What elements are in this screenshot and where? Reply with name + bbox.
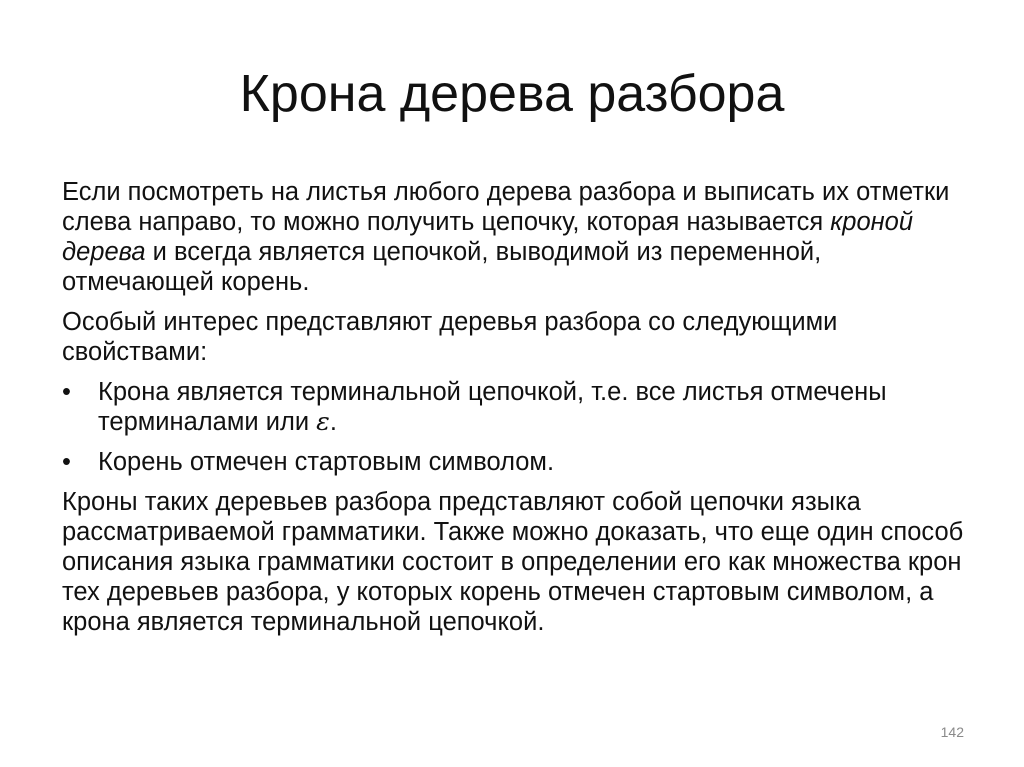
epsilon-symbol: ε (316, 407, 330, 437)
page-number: 142 (940, 724, 964, 740)
paragraph-definition-text-2: и всегда является цепочкой, выводимой из переменной, отмечающей корень. (62, 238, 822, 296)
list-item-text-1: Крона является терминальной цепочкой, т.е. все листья отмечены терминалами или (98, 378, 887, 436)
slide-title: Крона дерева разбора (239, 65, 785, 123)
list-item (62, 447, 972, 477)
bullet-icon: • (62, 448, 71, 476)
paragraph-definition-text-1: Если посмотреть на листья любого дерева разбора и выписать их отметки слева направо, то можно получить цепочку, которая называется (62, 178, 950, 236)
term-emphasis: кроной дерева (62, 208, 914, 266)
list-item-text-2: . (329, 408, 337, 436)
slide-body (62, 177, 972, 647)
list-item (62, 377, 972, 437)
paragraph-properties-intro: Особый интерес представляют деревья разбора со следующими свойствами: (62, 308, 838, 366)
paragraph-definition (62, 177, 972, 297)
properties-list (62, 377, 972, 477)
list-item-text: Корень отмечен стартовым символом. (98, 448, 555, 476)
bullet-icon: • (62, 378, 71, 406)
paragraph-conclusion: Кроны таких деревьев разбора представляют собой цепочки языка рассматриваемой грамматики. Также можно доказать, что еще один способ описания языка грамматики состоит в определении его как множества крон тех деревьев разбора, у которых корень отмечен стартовым символом, а крона является терминальной цепочкой. (62, 488, 964, 636)
